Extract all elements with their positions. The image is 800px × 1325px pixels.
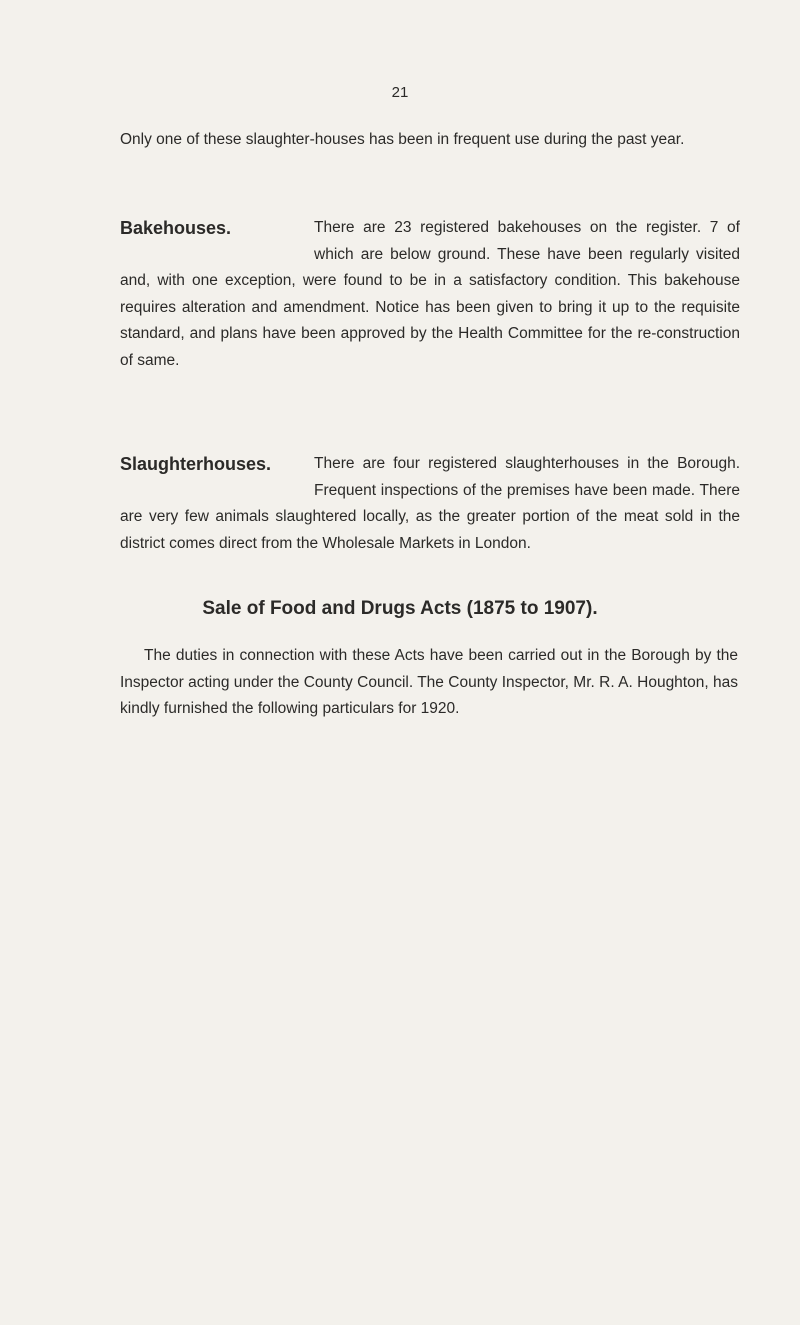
slaughterhouses-heading: Slaughterhouses. — [120, 454, 272, 474]
page-number: 21 — [391, 84, 409, 101]
intro-paragraph: Only one of these slaughter-houses has been in frequent use during the past year. — [120, 131, 685, 148]
slaughterhouses-section — [120, 449, 740, 557]
slaughterhouses-text: There are four registered slaughterhouses in the Borough. Frequent inspections of the premises have been made. There are very few animals slaughtered locally, as the greater portion of the meat sold in the district comes direct from the Wholesale Markets in London. — [120, 455, 740, 552]
food-drugs-paragraph: The duties in connection with these Acts have been carried out in the Borough by the Inspector acting under the County Council. The County Inspector, Mr. R. A. Houghton, has kindly furnished the following particulars for 1920. — [120, 647, 738, 717]
bakehouses-heading: Bakehouses. — [120, 218, 232, 238]
bakehouses-section — [120, 213, 740, 374]
bakehouses-text: There are 23 registered bakehouses on the register. 7 of which are below ground. These have been regularly visited and, with one exception, were found to be in a satisfactory condition. This bakehouse requires alteration and amendment. Notice has been given to bring it up to the requisite standard, and plans have been approved by the Health Committee for the re-construction of same. — [120, 219, 740, 369]
food-drugs-title: Sale of Food and Drugs Acts (1875 to 1907). — [202, 598, 598, 619]
